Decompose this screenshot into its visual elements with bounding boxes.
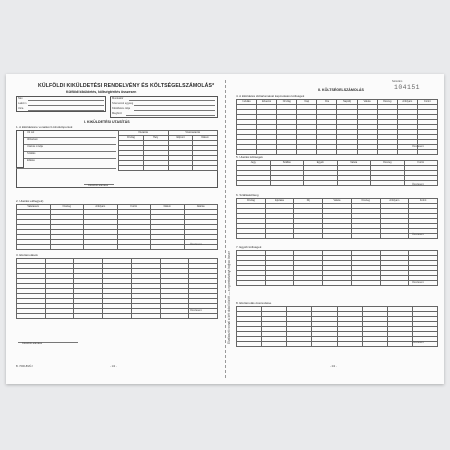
address-line [28, 105, 104, 106]
left-page [14, 80, 219, 376]
s5-total: Összesen: [412, 183, 425, 186]
section-1-subheading: 1. A kiküldetésre vonatkozó kiindulópontok [16, 125, 73, 129]
form-subtitle: Külföldi kiküldetés, költségtérítés összesen [66, 90, 137, 94]
footer-page-right: - 2/2 - [330, 365, 337, 368]
trip-side-column [16, 130, 24, 168]
name-line [28, 100, 104, 101]
s6-col-currency: Valuta [323, 199, 352, 204]
section-1-heading: I. KIKÜLDETÉSI UTASÍTÁS [84, 120, 130, 124]
adv-col-forint: Forint [117, 205, 151, 210]
meals-line [16, 168, 116, 169]
col-outbound: Kiutazás [119, 131, 169, 136]
s4-col-rate: Árfolyam [397, 100, 417, 105]
footer-page-left: - 1/2 - [110, 365, 117, 368]
trip-time-table [118, 130, 218, 171]
s4-col-departure: Indulás [237, 100, 257, 105]
col-return: Visszautazás [168, 131, 218, 136]
section-8-heading: 8. Elszámolás összesítése [236, 301, 272, 305]
section-2-heading: 2. Utazási előleg(ek) [16, 199, 44, 203]
label-client: Megbízó [112, 112, 122, 115]
s5-col-forint: Forint [404, 161, 438, 166]
job-line [129, 100, 215, 101]
s5-col-currency: Valuta [337, 161, 371, 166]
signature-label-2: Kiküldött aláírása [22, 342, 42, 345]
s6-col-nights: Éjszaka [265, 199, 294, 204]
s4-col-day: Nap [297, 100, 317, 105]
s6-col-amount: Összeg [351, 199, 380, 204]
fold-line [225, 80, 226, 378]
s5-col-amount: Összeg [371, 161, 405, 166]
label-duration: Időtartam [27, 138, 38, 141]
label-job: Munkakör [112, 97, 124, 100]
advances-total: Összesen: [190, 243, 203, 246]
accommodation-line [24, 158, 116, 159]
label-name: Név [18, 97, 23, 100]
s6-total: Összesen: [412, 233, 425, 236]
advances-table [16, 204, 218, 250]
street-line [28, 110, 104, 111]
s4-total: Összesen: [412, 145, 425, 148]
fold-instruction: Elválasztó vonal a két oldal között — a nyomtatványt hajtsa össze [227, 250, 231, 344]
s4-col-forint: Forint [417, 100, 437, 105]
document-sheet [6, 74, 444, 384]
settlement-table [16, 258, 218, 319]
travel-costs-table [236, 160, 438, 186]
s8-total: Összesen: [412, 341, 425, 344]
s4-col-allowance: Napidíj [337, 100, 357, 105]
label-unit: Szervezeti egység [112, 102, 134, 105]
section-6-heading: 6. Szállásköltség [236, 193, 259, 197]
s4-col-hour: Óra [317, 100, 337, 105]
section-7-heading: 7. Egyéb költségek [236, 245, 262, 249]
settlement-total: Összesen: [190, 309, 203, 312]
daily-allowance-table [236, 99, 438, 155]
label-address: Lakcím [18, 102, 27, 105]
s6-col-forint: Forint [409, 199, 438, 204]
accommodation-table [236, 198, 438, 239]
serial-number: 104151 [394, 84, 421, 91]
adv-col-amount: Összeg [50, 205, 84, 210]
label-destination: Úti cél [27, 131, 35, 134]
adv-col-date: Dátum [151, 205, 185, 210]
col-time: Időpont [168, 136, 193, 141]
s5-col-ticket: Jegy [237, 161, 271, 166]
summary-table [236, 306, 438, 347]
col-country: Ország [119, 136, 144, 141]
adv-col-currency: Valutanem [17, 205, 51, 210]
s4-col-amount: Összeg [377, 100, 397, 105]
adv-col-rate: Árfolyam [84, 205, 118, 210]
purpose-line [134, 110, 215, 111]
label-accommodation: Szállás [27, 152, 36, 155]
form-title: KÜLFÖLDI KIKÜLDETÉSI RENDELVÉNY ÉS KÖLTSÉGELSZÁMOLÁS* [38, 83, 215, 89]
other-costs-table [236, 250, 438, 286]
label-travel-mode: Utazás módja [27, 145, 43, 148]
client-line [126, 115, 215, 116]
s4-col-arrival: Érkezés [257, 100, 277, 105]
section-5-heading: 5. Utazási költségek [236, 155, 263, 159]
s5-col-other: Egyéb [304, 161, 338, 166]
footer-form-code: B. 7090-89/ÚJ [16, 365, 33, 368]
right-page [234, 80, 438, 376]
label-meals: Ellátás [27, 159, 35, 162]
col-date: Dátum [193, 136, 218, 141]
col-place: Hely [143, 136, 168, 141]
section-3-heading: 3. Elszámolások [16, 253, 38, 257]
s4-col-country: Ország [277, 100, 297, 105]
unit-line [134, 105, 215, 106]
section-4-heading: 4. A kiküldetés időtartamával kapcsolatos költségek [236, 94, 305, 98]
adv-col-signature: Aláírás [184, 205, 218, 210]
serial-label: Sorszám [392, 80, 403, 83]
signature-label-1: Kiküldött aláírása [88, 184, 108, 187]
costs-heading: II. KÖLTSÉGELSZÁMOLÁS [318, 88, 364, 92]
s7-total: Összesen: [412, 281, 425, 284]
label-purpose: Kiküldetés célja [112, 107, 131, 110]
s5-col-lodging: Szállás [270, 161, 304, 166]
s6-col-rate: Árfolyam [380, 199, 409, 204]
travel-mode-line [24, 151, 116, 152]
s6-col-country: Ország [237, 199, 266, 204]
s6-col-fee: Díj [294, 199, 323, 204]
label-street: Utca [18, 107, 24, 110]
s4-col-currency: Valuta [357, 100, 377, 105]
